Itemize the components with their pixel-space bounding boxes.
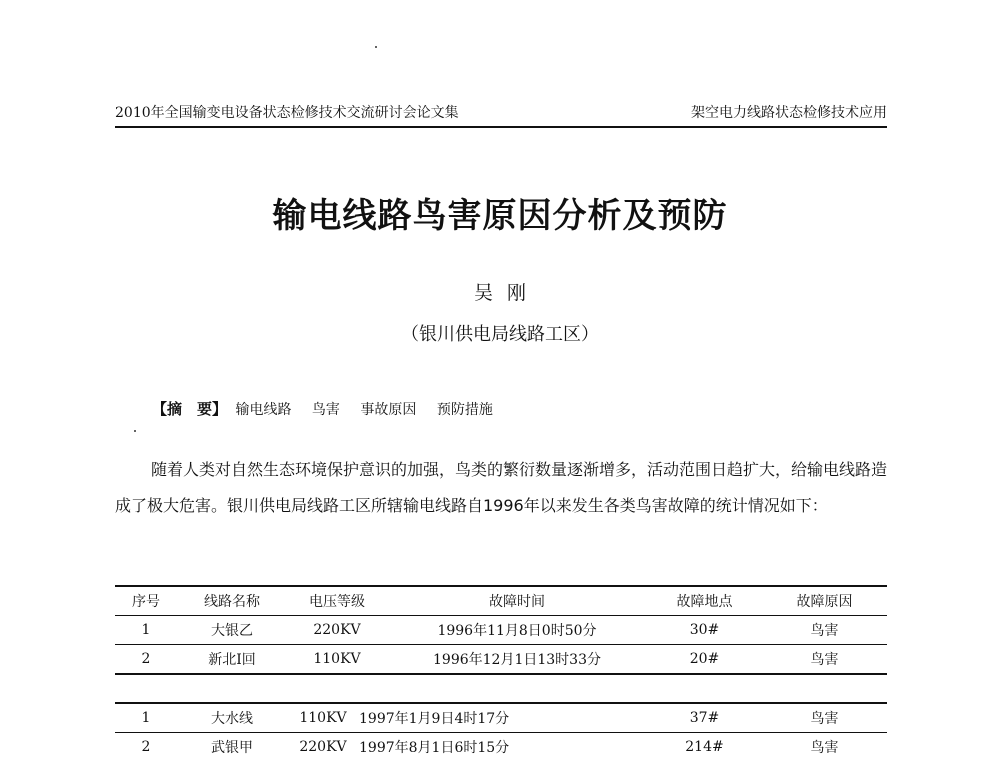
table-cell: 1997年1月9日4时17分 — [359, 703, 647, 733]
table-cell: 30# — [647, 616, 762, 645]
table-cell: 武银甲 — [177, 733, 287, 761]
table-header-row — [115, 586, 887, 616]
paper-author: 吴刚 — [0, 278, 1000, 305]
table-cell: 1996年11月8日0时50分 — [387, 616, 647, 645]
table-cell: 37# — [647, 703, 762, 733]
column-header: 故障时间 — [387, 586, 647, 616]
table-cell: 110KV — [287, 703, 359, 733]
table-cell: 1 — [115, 616, 177, 645]
table-cell: 鸟害 — [762, 703, 887, 733]
fault-table-1997 — [115, 702, 887, 761]
scan-speck — [134, 430, 136, 432]
column-header: 故障原因 — [762, 586, 887, 616]
table-cell: 2 — [115, 645, 177, 675]
header-proceedings-title: 2010年全国输变电设备状态检修技术交流研讨会论文集 — [115, 100, 459, 126]
column-header: 线路名称 — [177, 586, 287, 616]
table-cell: 1997年8月1日6时15分 — [359, 733, 647, 761]
column-header: 电压等级 — [287, 586, 387, 616]
keyword: 预防措施 — [437, 402, 493, 418]
table-row — [115, 645, 887, 675]
table-cell: 大水线 — [177, 703, 287, 733]
table-cell: 220KV — [287, 733, 359, 761]
table-row — [115, 733, 887, 761]
abstract-label: 【摘 要】 — [152, 400, 227, 418]
paper-title: 输电线路鸟害原因分析及预防 — [0, 188, 1000, 237]
fault-table-1996 — [115, 585, 887, 675]
paper-affiliation: （银川供电局线路工区） — [0, 320, 1000, 346]
table-row — [115, 616, 887, 645]
keyword: 鸟害 — [312, 402, 340, 418]
table-cell: 鸟害 — [762, 733, 887, 761]
table-cell: 2 — [115, 733, 177, 761]
table-row — [115, 703, 887, 733]
scan-speck — [375, 46, 377, 48]
table-cell: 214# — [647, 733, 762, 761]
table-cell: 220KV — [287, 616, 387, 645]
table-cell: 1996年12月1日13时33分 — [387, 645, 647, 675]
keyword: 事故原因 — [360, 402, 416, 418]
table-cell: 鸟害 — [762, 616, 887, 645]
running-header — [115, 100, 887, 128]
table-cell: 110KV — [287, 645, 387, 675]
table-cell: 20# — [647, 645, 762, 675]
column-header: 故障地点 — [647, 586, 762, 616]
table-cell: 1 — [115, 703, 177, 733]
table-cell: 新北I回 — [177, 645, 287, 675]
table-cell: 鸟害 — [762, 645, 887, 675]
keyword: 输电线路 — [235, 402, 291, 418]
column-header: 序号 — [115, 586, 177, 616]
header-section-title: 架空电力线路状态检修技术应用 — [691, 100, 887, 126]
body-paragraph: 随着人类对自然生态环境保护意识的加强，鸟类的繁衍数量逐渐增多，活动范围日趋扩大，给输电线路造成了极大危害。银川供电局线路工区所辖输电线路自1996年以来发生各类鸟害故障的统计情况如下： — [115, 452, 887, 524]
abstract-keywords — [152, 398, 509, 419]
table-cell: 大银乙 — [177, 616, 287, 645]
